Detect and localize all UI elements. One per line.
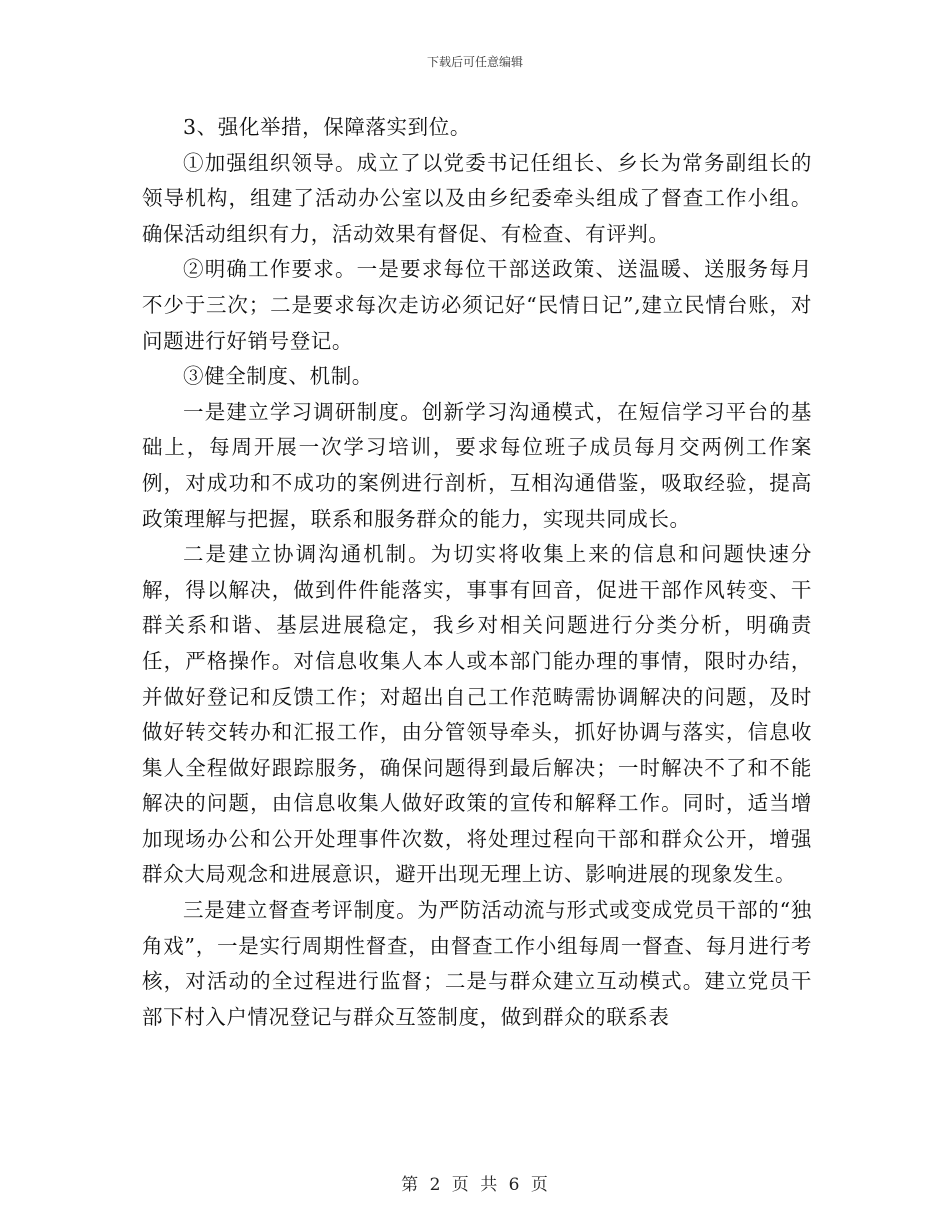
page-number: 第 2 页 共 6 页 xyxy=(401,1175,549,1195)
paragraph-study-system: 一是建立学习调研制度。创新学习沟通模式，在短信学习平台的基础上，每周开展一次学习培训，要求每位班子成员每月交两例工作案例，对成功和不成功的案例进行剖析，互相沟通借鉴，吸取经验，提高政策理解与把握，联系和服务群众的能力，实现共同成长。 xyxy=(142,399,812,531)
paragraph-supervision-system: 三是建立督查考评制度。为严防活动流与形式或变成党员干部的“独角戏”，一是实行周期性督查，由督查工作小组每周一督查、每月进行考核，对活动的全过程进行监督；二是与群众建立互动模式。建立党员干部下村入户情况登记与群众互签制度，做到群众的联系表 xyxy=(142,898,812,1029)
paragraph-section-heading: 3、强化举措，保障落实到位。 xyxy=(183,115,471,139)
paragraph-coordination-mechanism: 二是建立协调沟通机制。为切实将收集上来的信息和问题快速分解，得以解决，做到件件能落实，事事有回音，促进干部作风转变、干群关系和谐、基层进展稳定，我乡对相关问题进行分类分析，明确责任，严格操作。对信息收集人本人或本部门能办理的事情，限时办结，并做好登记和反馈工作；对超出自己工作范畴需协调解决的问题，及时做好转交转办和汇报工作，由分管领导牵头，抓好协调与落实，信息收集人全程做好跟踪服务，确保问题得到最后解决；一时解决不了和不能解决的问题，由信息收集人做好政策的宣传和解释工作。同时，适当增加现场办公和公开处理事件次数，将处理过程向干部和群众公开，增强群众大局观念和进展意识，避开出现无理上访、影响进展的现象发生。 xyxy=(142,542,812,887)
paragraph-system-heading: ③健全制度、机制。 xyxy=(183,364,373,389)
document-body xyxy=(142,110,812,1035)
paragraph-organization-leadership: ①加强组织领导。成立了以党委书记任组长、乡长为常务副组长的领导机构，组建了活动办公室以及由乡纪委牵头组成了督查工作小组。确保活动组织有力，活动效果有督促、有检查、有评判。 xyxy=(142,150,812,246)
paragraph-work-requirements: ②明确工作要求。一是要求每位干部送政策、送温暖、送服务每月不少于三次；二是要求每次走访必须记好“民情日记”,建立民情台账，对问题进行好销号登记。 xyxy=(142,257,812,353)
header-note: 下载后可任意编辑 xyxy=(426,55,523,69)
